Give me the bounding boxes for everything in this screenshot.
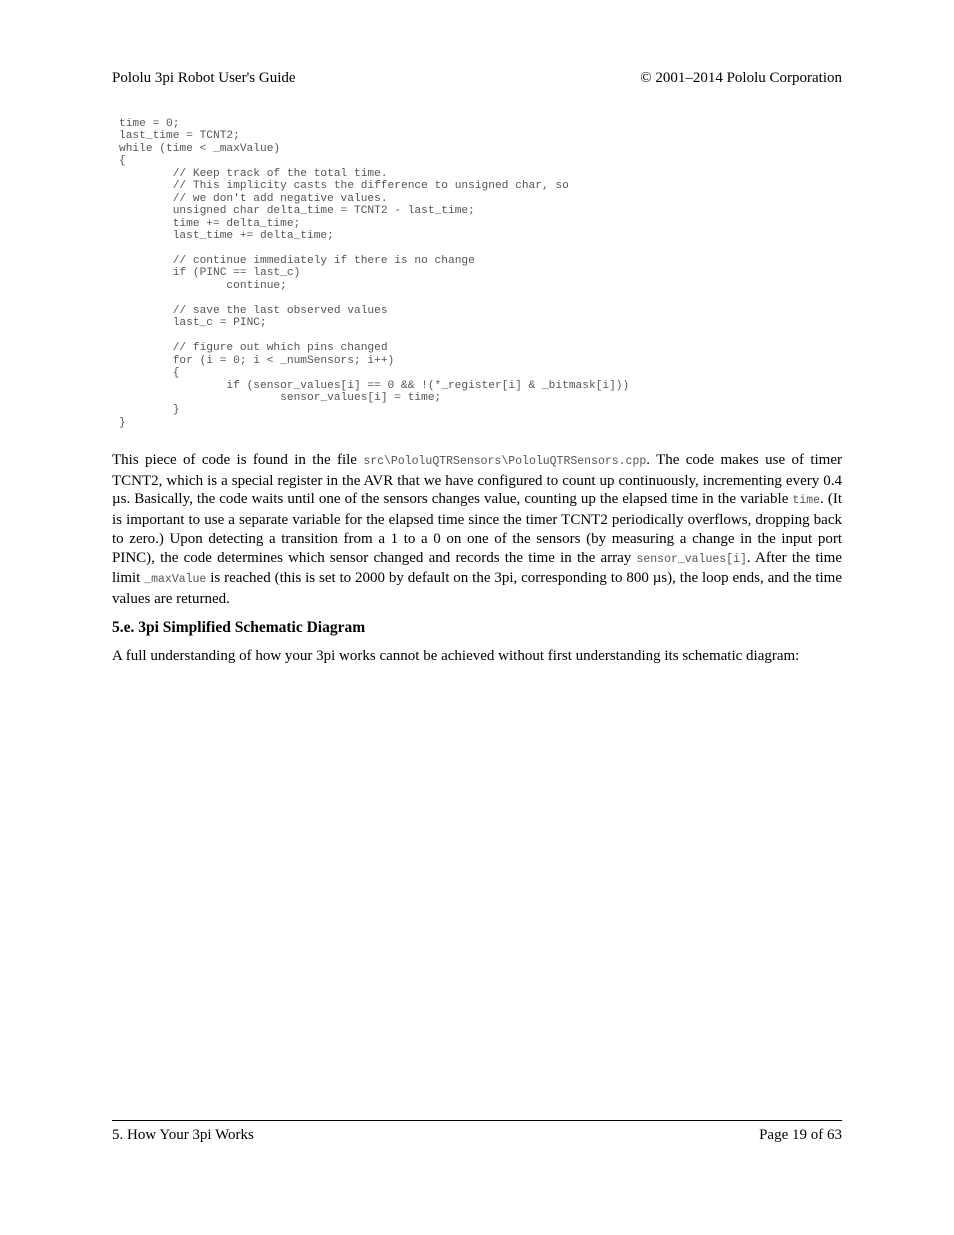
code-block: time = 0; last_time = TCNT2; while (time < _maxValue) { // Keep track of the total time. // This implicity casts the difference to unsigned char, so // we don't add negative values. unsigned char delta_time = TCNT2 - last_time; time += delta_time; last_time += delta_time; // continue immediately if there is no change if (PINC == last_c) continue; // save the last observed values last_c = PINC; // figure out which pins changed for (i = 0; i < _numSensors; i++) { if (sensor_values[i] == 0 && !(*_register[i] & _bitmask[i])) sensor_values[i] = time; } } (119, 118, 630, 429)
footer-chapter: 5. How Your 3pi Works (112, 1127, 254, 1143)
footer-page-number: Page 19 of 63 (759, 1127, 842, 1143)
paragraph-text: . (It is important to use a separate variable for the elapsed time since the timer TCNT2 periodically overflows, dropping back to zero.) Upon detecting a transition from a 1 to a 0 on one of the sensors (by measuring a change in the input port PINC), the code determines which sensor changed and records the time in the array (112, 491, 842, 566)
page-footer (112, 1127, 842, 1144)
paragraph-text: . The code makes use of timer TCNT2, which is a special register in the AVR that we have configured to count up continuously, incrementing every 0.4 µs. Basically, the code waits until one of the sensors changes value, counting up the elapsed time in the variable (112, 452, 842, 508)
inline-code-file-path: src\PololuQTRSensors\PololuQTRSensors.cpp (363, 455, 647, 468)
body-paragraph (112, 451, 842, 609)
inline-code-time: time (792, 494, 821, 508)
paragraph-text: is reached (this is set to 2000 by default on the 3pi, corresponding to 800 µs), the loop ends, and the time values are returned. (112, 570, 843, 607)
header-title: Pololu 3pi Robot User's Guide (112, 70, 296, 86)
section-heading: 5.e. 3pi Simplified Schematic Diagram (112, 619, 366, 636)
paragraph-text: This piece of code is found in the file (112, 452, 364, 468)
header-copyright: © 2001–2014 Pololu Corporation (640, 70, 842, 86)
footer-divider (112, 1120, 842, 1121)
section-intro: A full understanding of how your 3pi works cannot be achieved without first understanding its schematic diagram: (112, 648, 800, 664)
inline-code-max-value: _maxValue (144, 573, 207, 587)
paragraph-text: . After the time limit (112, 549, 842, 587)
inline-code-sensor-values: sensor_values[i] (636, 552, 747, 566)
page-header (112, 70, 842, 87)
